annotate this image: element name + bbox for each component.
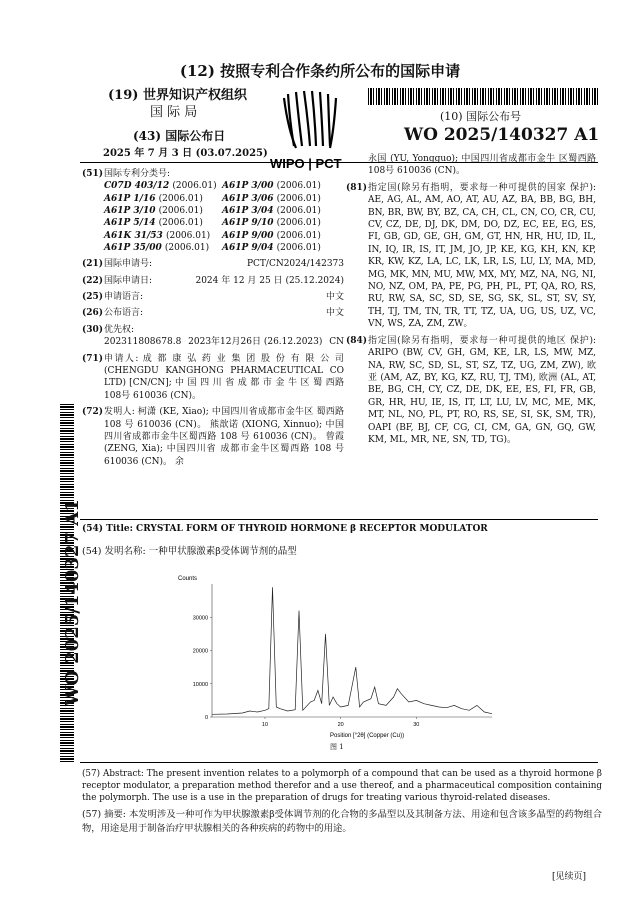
publication-language: (26) 公布语言: 中文 (82, 308, 344, 319)
publication-number-label: (10) 国际公布号 (440, 110, 522, 123)
ipc-entry: A61P 9/04 (2006.01) (222, 242, 321, 253)
ipc-code: A61P 9/04 (222, 242, 274, 253)
ipc-code: A61P 9/00 (222, 230, 274, 241)
side-publication-number: WO 2025/140327 A1 (62, 499, 83, 706)
ipc-code: A61P 3/04 (222, 206, 274, 216)
ipc-code: A61P 5/14 (104, 218, 156, 229)
ipc-code: A61P 1/16 (104, 193, 156, 204)
ipc-entry: A61P 1/16 (2006.01) (104, 193, 203, 204)
inventors-continued: 永国 (YU, Yongguo); 中国四川省成都市金牛 区蜀西路108号 610036 (CN)。 (368, 154, 596, 177)
left-column (82, 168, 344, 472)
publication-number: WO 2025/140327 A1 (404, 125, 600, 145)
publication-date-label: (43) 国际公布日 (133, 129, 226, 143)
ipc-entry: A61P 3/10 (2006.01) (104, 206, 203, 216)
ipc-code: A61P 3/06 (222, 193, 274, 204)
continued-note: [见续页] (552, 872, 587, 882)
chart-ylabel: Counts (178, 576, 198, 582)
wipo-pct-text: WIPO | PCT (270, 156, 342, 171)
right-column (346, 153, 596, 450)
designated-states-regional: (84) 指定国(除另有指明，要求每一种可提供的地区 保护): ARIPO (BW, CV, GH, GM, KE, LR, LS, MW, MZ, NA, RW, SC, SD, SL, ST, SZ, TZ, UG, ZM, ZW), 欧亚 (AM, AZ, BY, KG, KZ, RU, TJ, TM), 欧洲 (AL, AT, BE, BG, CH, CY, CZ, DE, DK, EE, ES, FI, FR, GB, GR, HR, HU, IE, IS, IT, LT, LU, LV, MC, ME, MK, MT, NL, NO, PL, PT, RO, RS, SE, SI, SK, SM, TR), OAPI (BF, BJ, CF, CG, CI, CM, GA, GN, GQ, GW, KM, ML, MR, NE, SN, TD, TG)。 (346, 335, 596, 445)
chart-xlabel: Position [°2θ] (Copper (Cu)) (330, 733, 405, 739)
y-tick-label: 0 (204, 715, 208, 721)
abstract-rule (80, 762, 598, 763)
ipc-entry: A61P 5/14 (2006.01) (104, 218, 203, 229)
ipc-code: A61P 35/00 (104, 242, 162, 253)
ipc-entry: A61P 9/10 (2006.01) (222, 218, 321, 229)
ipc-entry: A61P 3/00 (2006.01) (222, 181, 321, 192)
ipc-code: A61P 3/10 (104, 206, 156, 216)
ipc-entry: C07D 403/12 (2006.01) (104, 181, 217, 192)
ipc-label: 国际专利分类号: (104, 169, 171, 179)
barcode-top (368, 88, 598, 105)
ipc-code: A61K 31/53 (104, 230, 163, 241)
ipc-entry: A61K 31/53 (2006.01) (104, 230, 211, 241)
ipc-list (104, 180, 344, 254)
application-number: (21) 国际申请号: PCT/CN2024/142373 (82, 259, 344, 270)
figure-caption: 图 1 (330, 743, 344, 751)
xrd-chart (170, 572, 500, 747)
ipc-code: A61P 9/10 (222, 218, 274, 229)
y-tick-label: 20000 (192, 648, 208, 655)
title-chinese: (54) 发明名称: 一种甲状腺激素β受体调节剂的晶型 (82, 546, 297, 557)
ipc-entry: A61P 3/04 (2006.01) (222, 206, 321, 216)
y-tick-label: 30000 (192, 615, 208, 622)
ipc-entry: A61P 3/06 (2006.01) (222, 193, 321, 204)
designated-states-national: (81) 指定国(除另有指明，要求每一种可提供的国家 保护): AE, AG, AL, AM, AO, AT, AU, AZ, BA, BB, BG, BH, BN, BR, BW, BY, BZ, CA, CH, CL, CN, CO, CR, CU, CV, CZ, DE, DJ, DK, DM, DO, DZ, EC, EE, EG, ES, FI, GB, GD, GE, GH, GM, GT, HN, HR, HU, ID, IL, IN, IQ, IR, IS, IT, JM, JO, JP, KE, KG, KH, KN, KP, KR, KW, KZ, LA, LC, LK, LR, LS, LU, LY, MA, MD, MG, MK, MN, MU, MW, MX, MY, MZ, NA, NG, NI, NO, NZ, OM, PA, PE, PG, PH, PL, PT, QA, RO, RS, RU, RW, SA, SC, SD, SE, SG, SK, SL, ST, SV, SY, TH, TJ, TM, TN, TR, TT, TZ, UA, UG, US, UZ, VC, VN, WS, ZA, ZM, ZW。 (346, 182, 596, 330)
filing-language: (25) 申请语言: 中文 (82, 292, 344, 302)
filing-date: (22) 国际申请日: 2024 年 12 月 25 日 (25.12.2024) (82, 275, 344, 286)
ipc-entry: A61P 35/00 (2006.01) (104, 242, 210, 253)
document-title: (12) 按照专利合作条约所公布的国际申请 (179, 62, 461, 80)
abstract-chinese: (57) 摘要: 本发明涉及一种可作为甲状腺激素β受体调节剂的化合物的多晶型以及其制备方法、用途和包含该多晶型的药物组合物，用途是用于制备治疗甲状腺相关的各种疾病的药物中的用途。 (82, 809, 602, 834)
organization-name: (19) 世界知识产权组织 (108, 88, 247, 103)
organization-subname: 国 际 局 (150, 105, 198, 120)
y-tick-label: 10000 (192, 681, 208, 688)
inventors: (72) 发明人: 柯潇 (KE, Xiao); 中国四川省成都市金牛区 蜀西路 108 号 610036 (CN)。 熊歆诺 (XIONG, Xinnuo); 中国四川省成都市金牛区蜀西路 108 号 610036 (CN)。 曾霞 (ZENG, Xia); 中国四川省 成都市金牛区蜀西路 108 号 610036 (CN)。 余 (82, 407, 344, 467)
xrd-pattern-line (212, 587, 492, 714)
ipc-code: C07D 403/12 (104, 181, 170, 192)
ipc-code: A61P 3/00 (222, 181, 274, 192)
abstract-english: (57) Abstract: The present invention relates to a polymorph of a compound that can be used as a thyroid hormone β receptor modulator, a preparation method therefor and a use thereof, and a pharmaceutical composition containing the polymorph. The use is a use in the preparation of drugs for treating various thyroid-related diseases. (82, 769, 602, 804)
priority-data: (30) 优先权: 202311808678.8 2023年12月26日 (26.12.2023) CN (82, 324, 344, 348)
x-tick-label: 10 (261, 722, 269, 728)
ipc-entry: A61P 9/00 (2006.01) (222, 230, 321, 241)
applicant: (71) 申请人: 成 都 康 弘 药 业 集 团 股 份 有 限 公 司 (CHENGDU KANGHONG PHARMACEUTICAL CO LTD) [CN/CN]; 中 国 四 川 省 成 都 市 金 牛 区 蜀 西路108号 610036 (CN)。 (82, 353, 344, 401)
ipc-section: (51) 国际专利分类号: C07D 403/12 (2006.01) A61P 3/00 (2006.01) A61P 1/16 (2006.01) A61P 3/06 (2006.01) A61P 3/10 (2006.01) A61P 3/04 (2006.01) A61P 5/14 (2006.01) A61P 9/10 (2006.01) A61K 31/53 (2006.01) A61P 9/00 (2006.01) A61P 35/00 (2006.01) A61P 9/04 (2006.01) (82, 168, 344, 254)
title-rule (80, 519, 598, 520)
chart-axes (212, 584, 492, 717)
publication-date: 2025 年 7 月 3 日 (03.07.2025) (103, 148, 268, 159)
x-tick-label: 30 (413, 722, 420, 728)
title-english: (54) Title: CRYSTAL FORM OF THYROID HORMONE β RECEPTOR MODULATOR (82, 524, 488, 534)
x-tick-label: 20 (337, 722, 344, 728)
